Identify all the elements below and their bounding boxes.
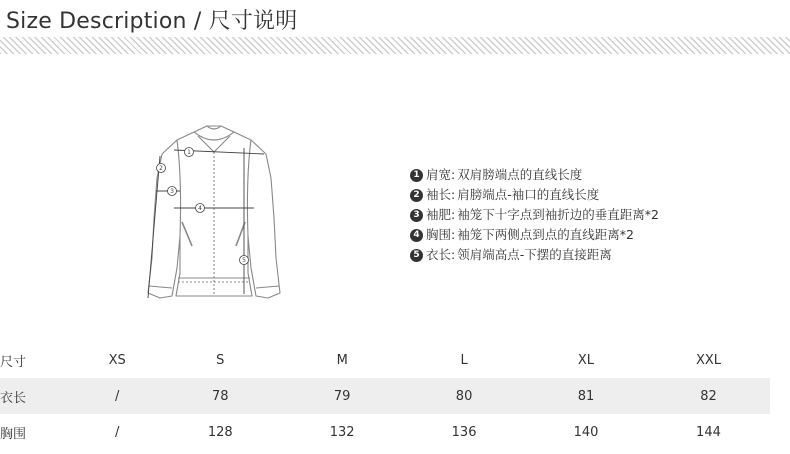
table-row: [0, 414, 770, 450]
header-cell: S: [216, 352, 225, 368]
table-cell: 128: [207, 424, 233, 440]
table-cell: 140: [573, 424, 599, 440]
svg-text:5: 5: [242, 257, 246, 264]
table-cell: 81: [525, 378, 647, 414]
table-cell: 144: [696, 424, 721, 440]
table-cell: 136: [451, 424, 477, 440]
header-cell: XS: [108, 352, 126, 368]
legend-item-shoulder: 1 肩宽 : 双肩膀端点的直线长度: [410, 165, 659, 185]
header-cell: XL: [577, 352, 595, 368]
table-cell: /: [114, 424, 120, 440]
legend-item-length: 5 衣长 : 领肩端高点-下摆的直接距离: [410, 245, 659, 265]
table-cell: /: [75, 378, 159, 414]
legend-desc: 双肩膀端点的直线长度: [457, 167, 583, 182]
size-table-header: [0, 342, 770, 378]
table-cell: 80: [403, 378, 525, 414]
row-label: 衣长: [0, 378, 75, 414]
row-label: 胸围: [0, 426, 27, 442]
legend-item-sleeve-length: 2 袖长 : 肩膀端点-袖口的直线长度: [410, 185, 659, 205]
size-table: [0, 342, 770, 450]
table-row: [0, 378, 770, 414]
table-cell: 82: [647, 378, 770, 414]
number-4-icon: 4: [410, 229, 423, 242]
number-1-icon: 1: [410, 169, 423, 182]
legend-label: 袖长: [426, 187, 452, 202]
legend-label: 肩宽: [426, 167, 452, 182]
legend-label: 胸围: [426, 227, 452, 242]
legend-desc: 袖笼下两侧点到点的直线距离*2: [457, 227, 634, 242]
table-cell: 132: [329, 424, 355, 440]
legend-item-sleeve-width: 3 袖肥 : 袖笼下十字点到袖折边的垂直距离*2: [410, 205, 659, 225]
legend-item-chest: 4 胸围 : 袖笼下两侧点到点的直线距离*2: [410, 225, 659, 245]
table-cell: 79: [281, 378, 403, 414]
legend-desc: 肩膀端点-袖口的直线长度: [457, 187, 600, 202]
header-cell: 尺寸: [0, 354, 27, 370]
legend-desc: 袖笼下十字点到袖折边的垂直距离*2: [457, 207, 659, 222]
jacket-diagram: [132, 118, 302, 314]
legend-label: 衣长: [426, 247, 452, 262]
svg-text:1: 1: [187, 149, 191, 156]
svg-text:2: 2: [159, 165, 163, 172]
legend-desc: 领肩端高点-下摆的直接距离: [457, 247, 612, 262]
number-3-icon: 3: [410, 209, 423, 222]
number-5-icon: 5: [410, 249, 423, 262]
table-cell: 78: [159, 378, 281, 414]
number-2-icon: 2: [410, 189, 423, 202]
svg-text:4: 4: [198, 205, 202, 212]
measurement-legend: [410, 165, 659, 265]
legend-label: 袖肥: [426, 207, 452, 222]
header-cell: XXL: [695, 352, 721, 368]
svg-text:3: 3: [170, 188, 174, 195]
header-cell: M: [336, 352, 348, 368]
header-cell: L: [460, 352, 468, 368]
header-divider: [0, 37, 790, 54]
page-title: Size Description / 尺寸说明: [6, 9, 298, 34]
